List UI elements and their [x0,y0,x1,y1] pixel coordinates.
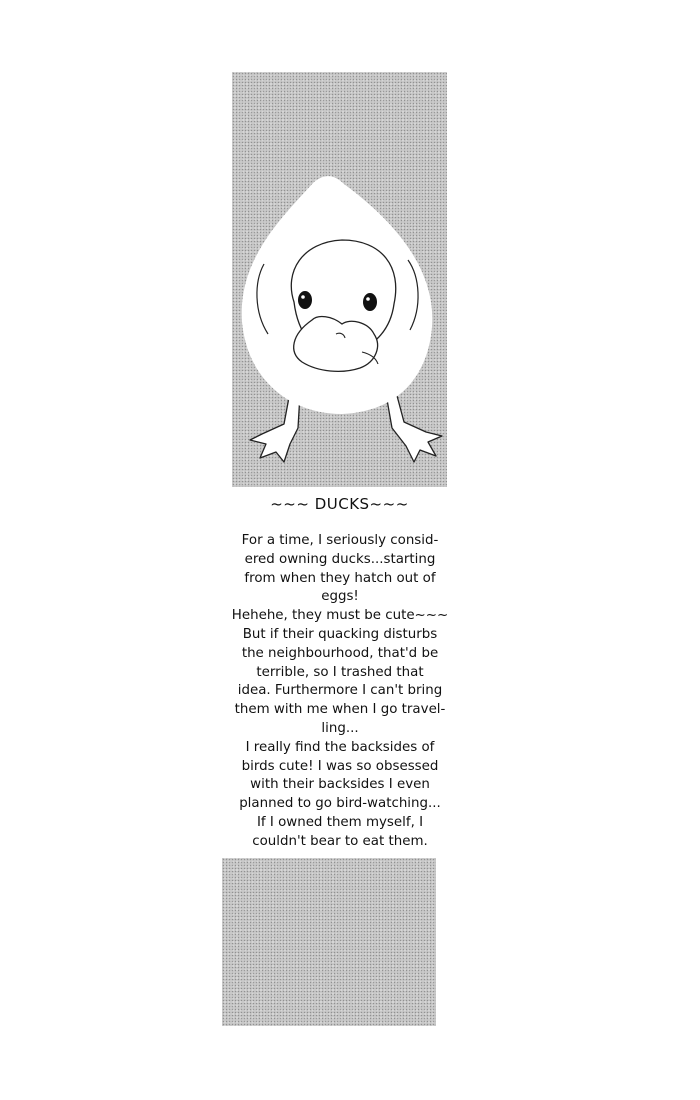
caption-line: with their backsides I even [250,777,430,793]
right-eye [363,293,377,311]
caption-line: Hehehe, they must be cute~~~ [231,608,449,624]
caption-line: ered owning ducks...starting [244,551,436,567]
caption-line: idea. Furthermore I can't bring [237,683,443,699]
left-foot [250,392,300,462]
caption-line: terrible, so I trashed that [256,664,424,680]
caption-title: ~~~ DUCKS~~~ [270,495,409,513]
right-foot [386,392,442,462]
caption-line: For a time, I seriously consid- [241,533,439,548]
caption-line: If I owned them myself, I [256,814,424,830]
caption-line: I really find the backsides of [245,739,435,755]
caption-line: eggs! [321,589,359,605]
caption-line: the neighbourhood, that'd be [241,645,439,661]
duck-illustration-panel [232,72,447,487]
caption-line: them with me when I go travel- [234,702,446,718]
duckling-drawing [232,72,447,487]
duck-beak [294,317,378,372]
caption-line: couldn't bear to eat them. [252,833,428,849]
caption-line: from when they hatch out of [244,570,436,586]
caption-body [222,532,458,852]
caption-line: But if their quacking disturbs [242,626,438,642]
caption-line: ling... [321,720,359,736]
left-eye [298,291,312,309]
caption-line: birds cute! I was so obsessed [241,758,439,774]
blank-tone-panel [222,858,436,1026]
caption-line: planned to go bird-watching... [239,796,441,812]
